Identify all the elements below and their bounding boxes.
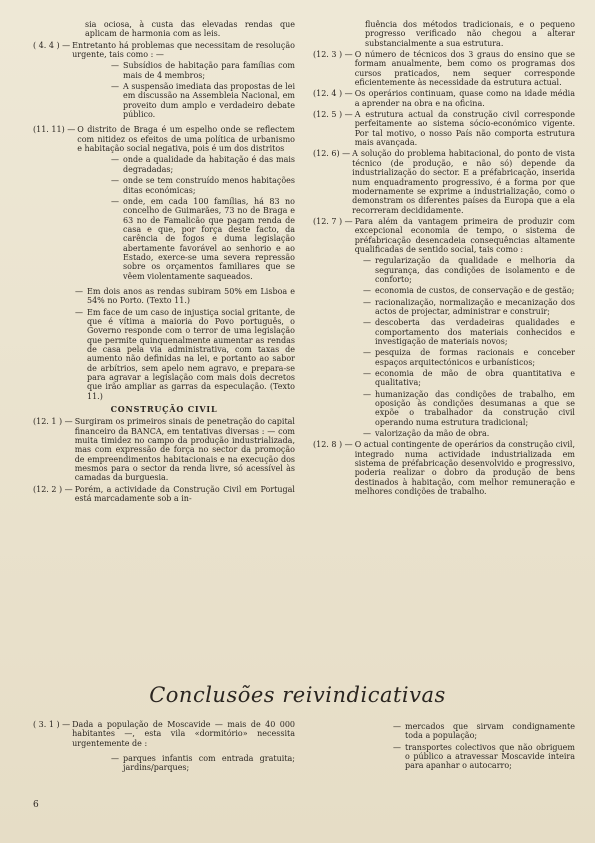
paragraph-12-2 bbox=[33, 485, 295, 504]
paragraph-12-4 bbox=[313, 89, 575, 108]
paragraph-text: O actual contingente de operários da construção civil, integrado numa actividade industrializada em sistema de préfabricação desenvolvido e progressivo, poderia realizar o dobro da produção de bens destinados à habitação, com melhor remuneração e melhores condições de trabalho. bbox=[354, 440, 575, 497]
paragraph-number: (12. 4 ) — bbox=[313, 89, 353, 99]
list-item: — onde a qualidade da habitação é das mais degradadas; bbox=[111, 155, 295, 174]
paragraph-number: ( 4. 4 ) — bbox=[33, 40, 71, 50]
list-item: — economia de mão de obra quantitativa e qualitativa; bbox=[363, 369, 575, 388]
paragraph-12-8 bbox=[313, 440, 575, 496]
paragraph-text: Porém, a actividade da Construção Civil em Portugal está marcadamente sob a in- bbox=[74, 484, 295, 504]
paragraph-number: (12. 2 ) — bbox=[33, 484, 73, 494]
list-item: — valorização da mão de obra. bbox=[363, 429, 490, 439]
bottom-left-column bbox=[33, 720, 295, 775]
paragraph-number: ( 3. 1 ) — bbox=[33, 720, 71, 729]
paragraph-text: Surgiram os primeiros sinais de penetração do capital financeiro da BANCA, em tentativas diversas : — com muita timidez no campo da produção industrializada, mas com expressão de força no sector da promoção de empreendimentos habitacionais e na execução dos mesmos para o sector da renda livre, só acessível às camadas da burguesia. bbox=[74, 417, 295, 483]
paragraph-text: Dada a população de Moscavide — mais de 40 000 habitantes —, esta vila «dormitório» necessita urgentemente de : bbox=[72, 720, 295, 748]
bottom-right-column bbox=[313, 720, 575, 773]
list-item: — transportes colectivos que não obriguem o público a atravessar Moscavide inteira para apanhar o autocarro; bbox=[393, 742, 575, 771]
paragraph-number: (12. 3 ) — bbox=[313, 50, 353, 60]
list-item: — regularização da qualidade e melhoria da segurança, das condições de isolamento e de conforto; bbox=[363, 256, 575, 284]
paragraph-text: Entretanto há problemas que necessitam de resolução urgente, tais como : — bbox=[72, 40, 295, 60]
paragraph-4-4 bbox=[33, 41, 295, 60]
dash-paragraph: — Em dois anos as rendas subiram 50% em Lisboa e 54% no Porto. (Texto 11.) bbox=[75, 286, 295, 306]
list-item: — onde, em cada 100 famílias, há 83 no concelho de Guimarães, 73 no de Braga e 63 no de Famalicão que pagam renda de casa e que, por força deste facto, da carência de fogos e duma legislação abertamente favorável ao senhorio e ao Estado, exerce-se uma severa repressão sobre os orçamentos familiares que se vêem violentamente saqueados. bbox=[111, 196, 295, 281]
paragraph-12-5 bbox=[313, 110, 575, 147]
paragraph-11-11 bbox=[33, 125, 295, 153]
paragraph-text: Para além da vantagem primeira de produzir com excepcional economia de tempo, o sistema de préfabricação desencadeia consequências altamente qualificadas de sentido social, tais como : bbox=[354, 216, 575, 254]
paragraph-12-7 bbox=[313, 217, 575, 254]
list-item: — parques infantis com entrada gratuita; jardins/parques; bbox=[111, 754, 295, 773]
paragraph-number: (12. 7 ) — bbox=[313, 216, 353, 226]
list-item: — pesquiza de formas racionais e conceber espaços arquitectónicos e urbanísticos; bbox=[363, 348, 575, 367]
paragraph-12-6 bbox=[313, 149, 575, 214]
section-subheading: CONSTRUÇÃO CIVIL bbox=[110, 404, 218, 415]
list-item: — humanização das condições de trabalho, em oposição às condições desumanas a que se expõe o trabalhador da construção civil operando numa estrutura tradicional; bbox=[363, 389, 575, 427]
list-item: — onde se tem construído menos habitações ditas económicas; bbox=[111, 176, 295, 195]
list-item: — descoberta das verdadeiras qualidades e comportamento dos materiais conhecidos e investigação de materiais novos; bbox=[363, 318, 575, 346]
dash-paragraph: — Em face de um caso de injustiça social gritante, de que é vítima a maioria do Povo português, o Governo responde com o terror de uma legislação que permite quinquenalmente aumentar as rendas de casa pela via administrativa, com taxas de aumento não definidas na lei, e portanto ao sabor de arbítrios, sem apelo nem agravo, e prepara-se para agravar a legislação com mais dois decretos que irão ampliar as garras da especulação. (Texto 11.) bbox=[75, 307, 295, 401]
paragraph-text: Os operários continuam, quase como na idade média a aprender na obra e na oficina. bbox=[354, 89, 575, 108]
list-item: — racionalização, normalização e mecanização dos actos de projectar, administrar e construir; bbox=[363, 297, 575, 316]
list-item: — A suspensão imediata das propostas de lei em discussão na Assembleia Nacional, em proveito dum amplo e verdadeiro debate público. bbox=[111, 82, 296, 120]
paragraph-number: (12. 1 ) — bbox=[33, 417, 73, 427]
continued-text: fluência dos métodos tradicionais, e o pequeno progresso verificado não chegou a alterar substancialmente a sua estrutura. bbox=[365, 20, 575, 48]
paragraph-number: (11. 11) — bbox=[33, 125, 76, 135]
paragraph-text: O número de técnicos dos 3 graus do ensino que se formam anualmente, bem como os programas dos cursos praticados, nem sequer corresponde eficientemente às necessidade da estrutura actual. bbox=[354, 50, 575, 88]
list-item: — economia de custos, de conservação e de gestão; bbox=[363, 286, 575, 296]
paragraph-text: A estrutura actual da construção civil corresponde perfeitamente ao sistema sócio-económico vigente. Por tal motivo, o nosso País não comporta estrutura mais avançada. bbox=[354, 110, 575, 148]
paragraph-3-1 bbox=[33, 720, 295, 748]
paragraph-number: (12. 5 ) — bbox=[313, 110, 353, 120]
list-item: — mercados que sirvam condignamente toda a população; bbox=[393, 722, 575, 741]
paragraph-number: (12. 6) — bbox=[313, 149, 351, 159]
right-column bbox=[313, 20, 575, 499]
page-number: 6 bbox=[33, 800, 39, 810]
paragraph-number: (12. 8 ) — bbox=[313, 440, 353, 450]
left-column bbox=[33, 20, 295, 506]
paragraph-text: A solução do problema habitacional, do ponto de vista técnico (de produção, e não só) depende da industrialização do sector. E a préfabricação, inserida num enquadramento progressivo, é a forma por que modernamente se exprime a industrialização, como o demonstram os diferentes países da Europa que a ela recorreram decididamente. bbox=[352, 149, 575, 215]
paragraph-text: O distrito de Braga é um espelho onde se reflectem com nitidez os efeitos de uma política de urbanismo e habitação social negativa, pois é um dos distritos bbox=[77, 125, 295, 154]
list-item: — Subsídios de habitação para famílias com mais de 4 membros; bbox=[111, 61, 295, 80]
paragraph-12-1 bbox=[33, 417, 295, 482]
intro-text: sia ociosa, à custa das elevadas rendas que aplicam de harmonia com as leis. bbox=[85, 20, 295, 39]
section-title: Conclusões reivindicativas bbox=[149, 683, 446, 707]
paragraph-12-3 bbox=[313, 50, 575, 87]
